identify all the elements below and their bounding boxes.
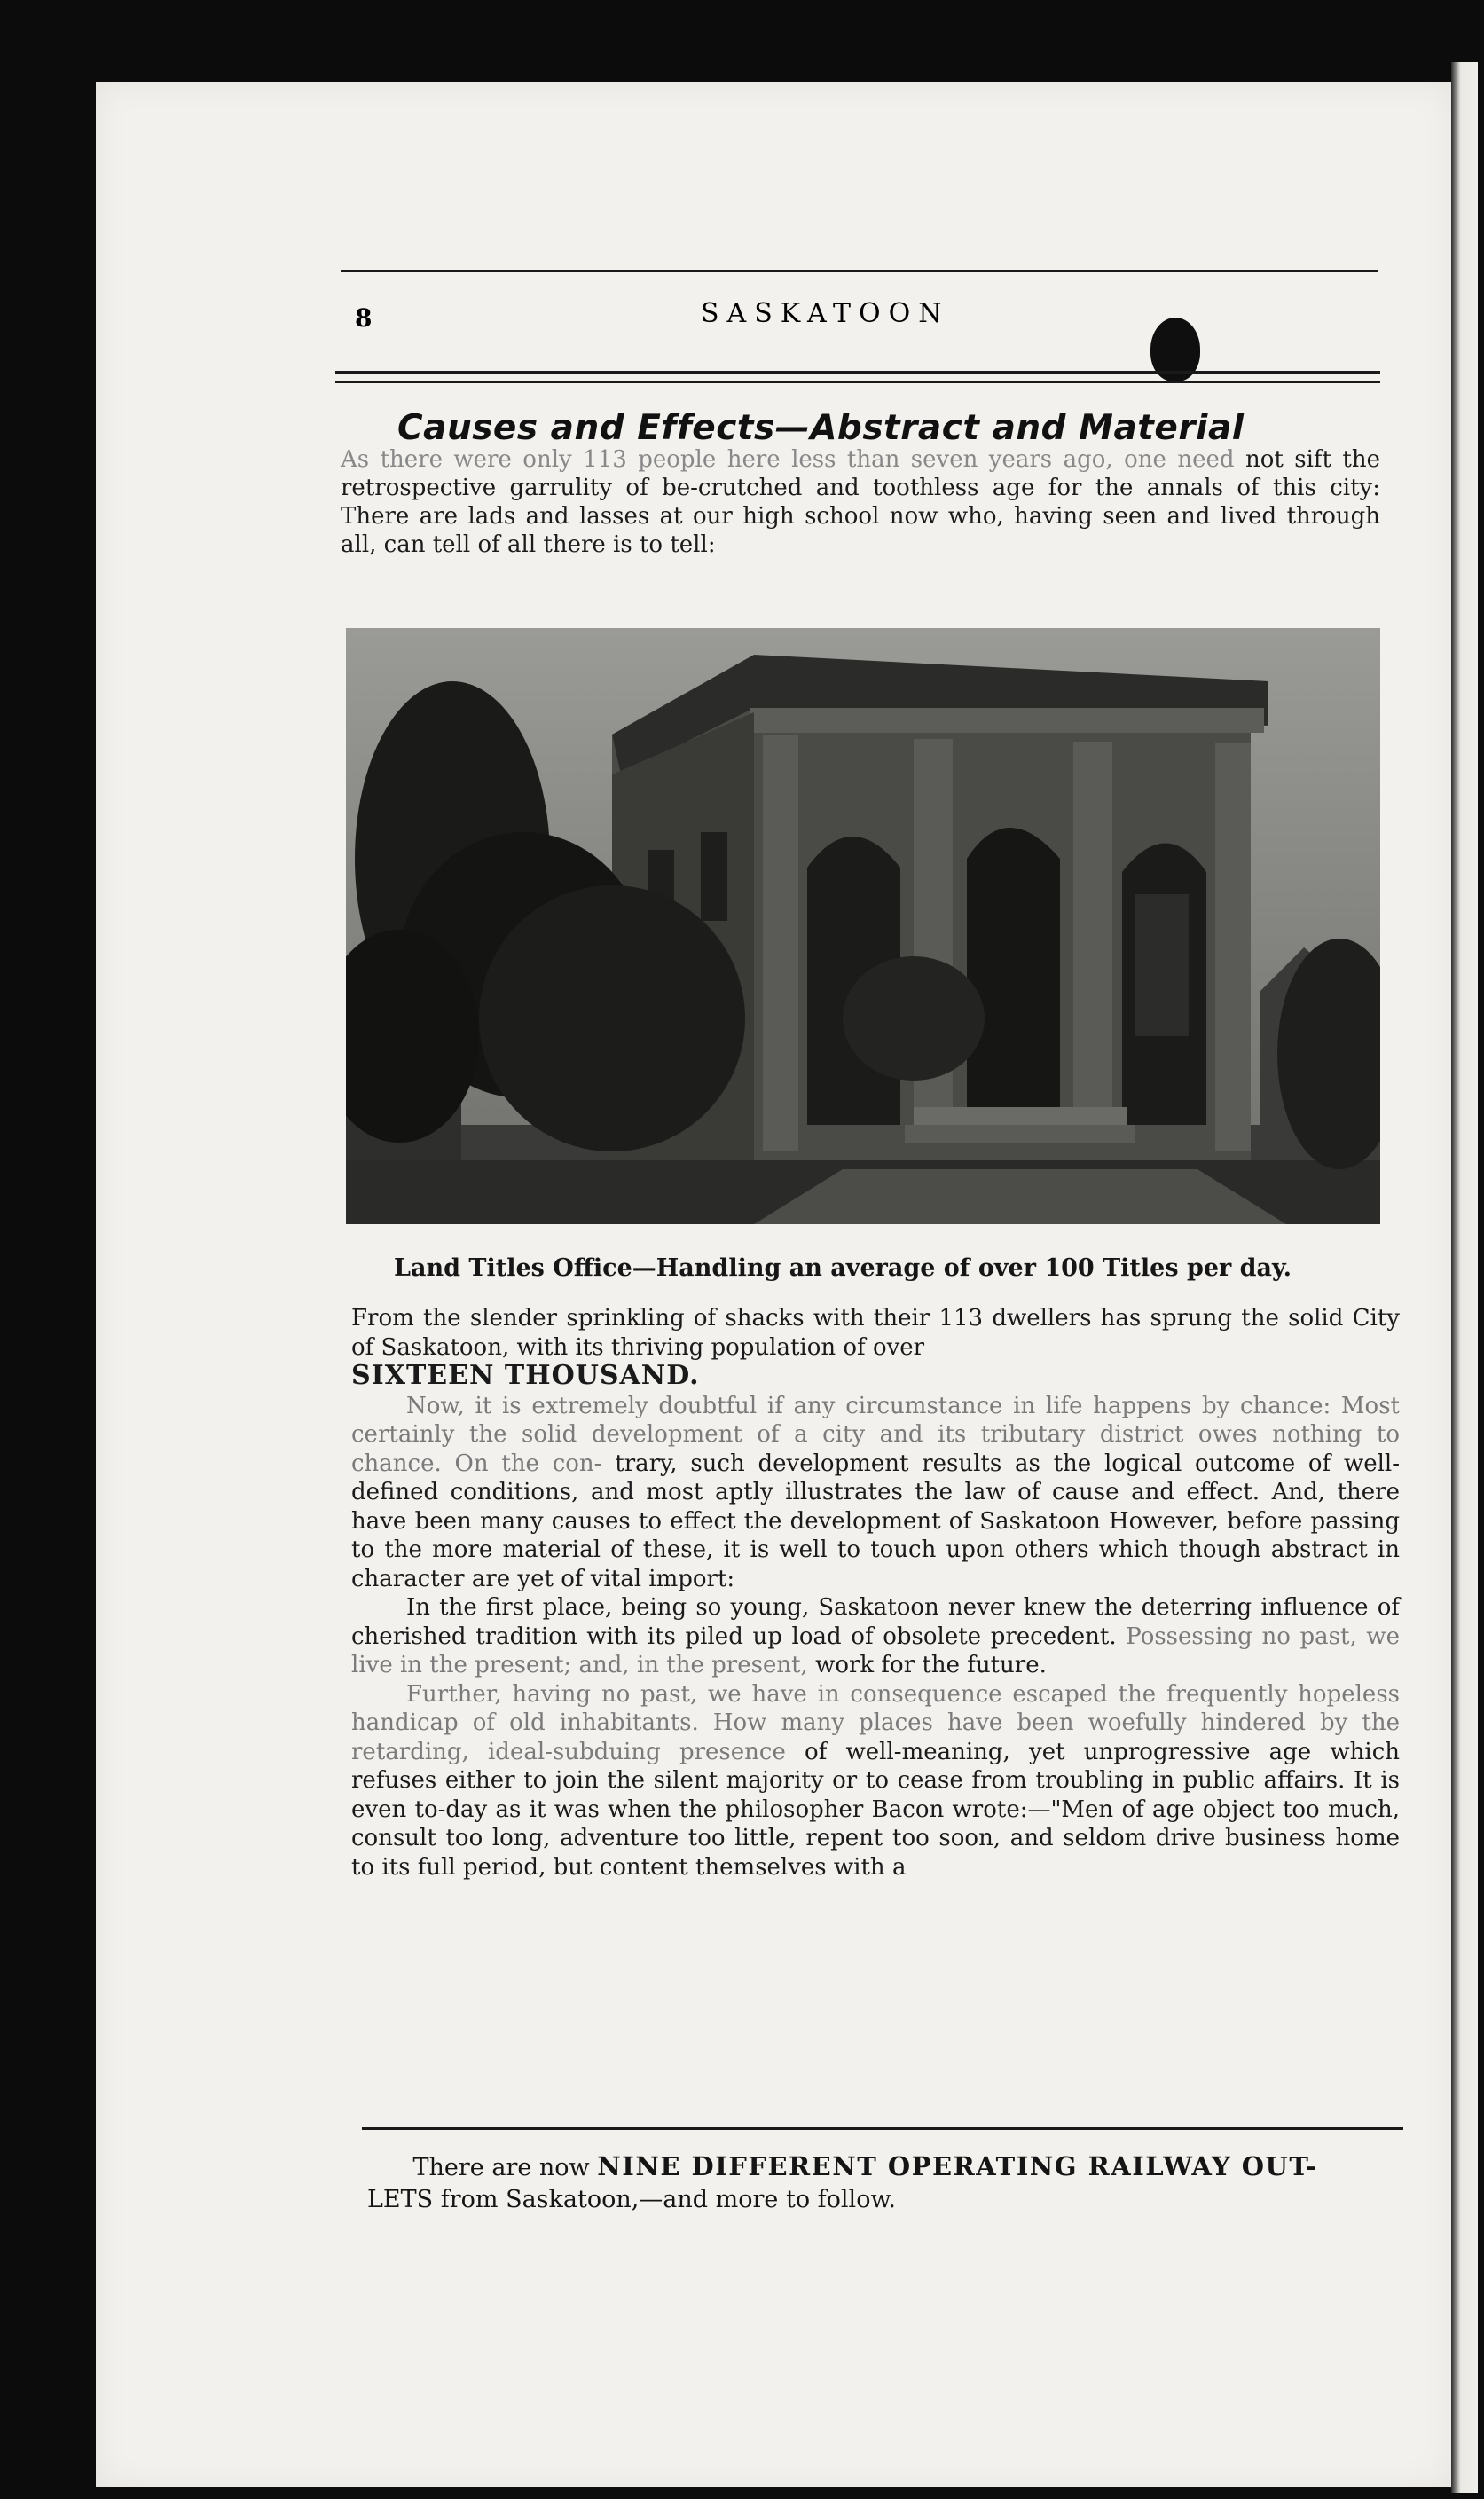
footer-rule [362, 2127, 1403, 2130]
page-number: 8 [355, 303, 373, 333]
paragraph-4-main: of well-meaning, yet unprogressive age which refuses either to join the silent majority or to cease from troubling in public affairs. It is even to-day as it was when the philosopher Bacon wrote:—"Men of age object too much, consult too long, adventure too little, repent too soon, and seldom drive business home to its full period, but content themselves with a [351, 1738, 1401, 1881]
paragraph-3-end: work for the future. [815, 1652, 1047, 1678]
photo-caption: Land Titles Office—Handling an average of over 100 Titles per day. [394, 1254, 1292, 1282]
population-emphasis: SIXTEEN THOUSAND. [351, 1360, 700, 1391]
intro-main-text: not sift the retrospective garrulity of be-crutched and toothless age for the annals of this city: There are lads and lasses at our high school now who, having seen and lived through all, can tell of all there is to tell: [341, 446, 1380, 558]
paragraph-3 [351, 1593, 1400, 1680]
header-rule-bottom [335, 371, 1380, 374]
footer-suffix: LETS from Saskatoon,—and more to follow. [367, 2186, 896, 2213]
paragraph-4 [351, 1680, 1400, 1882]
footer-note [367, 2150, 1410, 2216]
article-body [351, 1304, 1400, 1882]
article-title: Causes and Effects—Abstract and Material [397, 408, 1245, 448]
paragraph-2-faint: Now, it is extremely doubtful if any circumstance in life happens by chance: Most certainly the solid development of a city and its tributary district owes nothing to chance. On the con- [351, 1392, 1400, 1477]
paragraph-1 [351, 1304, 1400, 1392]
footer-emphasis: NINE DIFFERENT OPERATING RAILWAY OUT- [597, 2151, 1318, 2181]
land-titles-office-photo [346, 628, 1380, 1224]
running-head: SASKATOON [701, 298, 950, 329]
paragraph-1-text: From the slender sprinkling of shacks with their 113 dwellers has sprung the solid City of Saskatoon, with its thriving population of over [351, 1305, 1400, 1361]
intro-paragraph [341, 445, 1380, 559]
footer-prefix: There are now [412, 2154, 590, 2181]
intro-faint-text: As there were only 113 people here less than seven years ago, one need [341, 446, 1235, 473]
paragraph-2-main: trary, such development results as the logical outcome of well-defined conditions, and most aptly illustrates the law of cause and effect. And, there have been many causes to effect the development of Saskatoon However, before passing to the more material of these, it is well to touch upon others which though abstract in character are yet of vital import: [351, 1450, 1401, 1592]
header-rule-bottom-thin [335, 381, 1380, 383]
paragraph-2 [351, 1392, 1400, 1594]
facing-page-edge [1451, 62, 1478, 2493]
paragraph-4-faint: Further, having no past, we have in consequence escaped the frequently hopeless handicap of old inhabitants. How many places have been woefully hindered by the retarding, ideal-subduing presence [351, 1680, 1400, 1765]
paragraph-3-faint: Possessing no past, we live in the present; and, in the present, [351, 1623, 1400, 1678]
paragraph-3-main: In the first place, being so young, Saskatoon never knew the deterring influence of cherished tradition with its piled up load of obsolete precedent. [351, 1594, 1400, 1650]
header-rule-top [341, 270, 1378, 272]
